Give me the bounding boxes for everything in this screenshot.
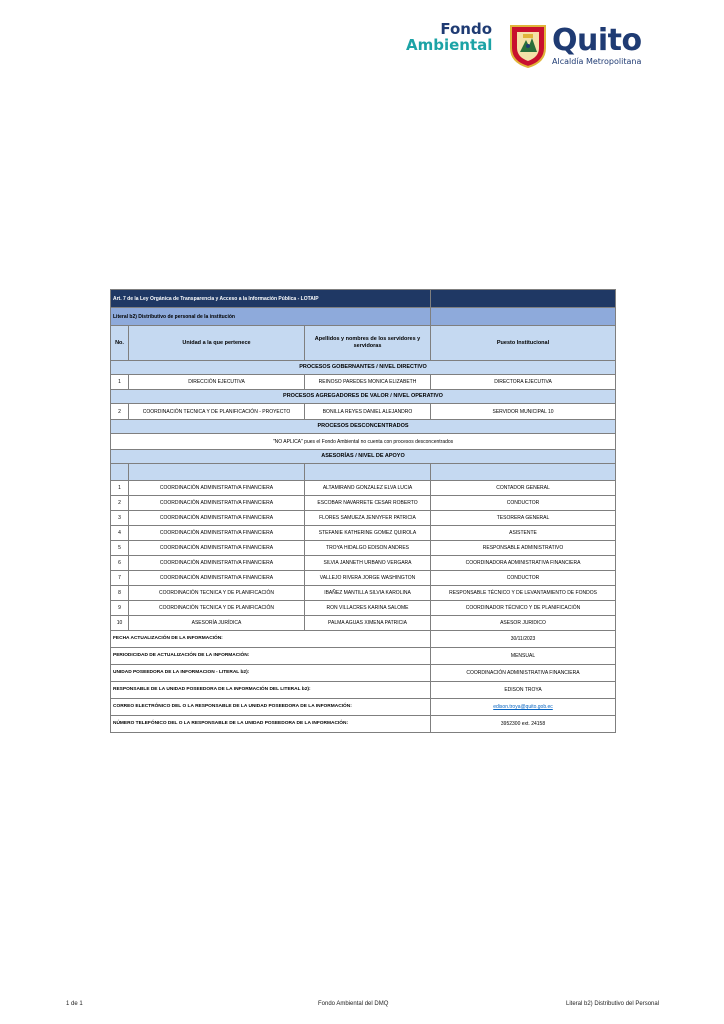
footer-info-value: EDISON TROYA	[431, 682, 616, 699]
cell-puesto: RESPONSABLE ADMINISTRATIVO	[431, 541, 616, 556]
cell-unidad: COORDINACIÓN ADMINISTRATIVA FINANCIERA	[129, 511, 305, 526]
cell-nombre: IBAÑEZ MANTILLA SILVIA KAROLINA	[305, 586, 431, 601]
footer-info-row	[111, 665, 616, 682]
section-header-row	[111, 390, 616, 404]
cell-no: 5	[111, 541, 129, 556]
table-row	[111, 616, 616, 631]
section-header-row	[111, 420, 616, 434]
table-subtitle-row	[111, 308, 616, 326]
table-title-blank	[431, 290, 616, 308]
table-row	[111, 526, 616, 541]
cell-puesto: RESPONSABLE TÉCNICO Y DE LEVANTAMIENTO DE FONDOS	[431, 586, 616, 601]
quito-logo-title: Quito	[552, 23, 642, 58]
table-row	[111, 496, 616, 511]
cell-unidad: DIRECCIÓN EJECUTIVA	[129, 375, 305, 390]
cell-unidad: COORDINACIÓN ADMINISTRATIVA FINANCIERA	[129, 481, 305, 496]
cell-nombre: PALMA AGUAS XIMENA PATRICIA	[305, 616, 431, 631]
fondo-logo-line2: Ambiental	[406, 36, 493, 54]
footer-info-row	[111, 699, 616, 716]
footer-info-label: RESPONSABLE DE LA UNIDAD POSEEDORA DE LA INFORMACIÓN DEL LITERAL b2):	[111, 682, 431, 699]
cell-puesto: CONDUCTOR	[431, 496, 616, 511]
cell-no: 2	[111, 404, 129, 420]
cell-nombre: FLORES SAMUEZA JENNYFER PATRICIA	[305, 511, 431, 526]
cell-puesto: TESORERA GENERAL	[431, 511, 616, 526]
section-note: "NO APLICA" pues el Fondo Ambiental no cuenta con procesos desconcentrados	[111, 434, 616, 450]
table-row	[111, 601, 616, 616]
quito-logo-subtitle: Alcaldía Metropolitana	[552, 57, 642, 66]
footer-info-row	[111, 631, 616, 648]
cell-nombre: SILVIA JANNETH URBANO VERGARA	[305, 556, 431, 571]
distributivo-table	[110, 289, 616, 733]
section-note-row	[111, 434, 616, 450]
section-title: PROCESOS AGREGADORES DE VALOR / NIVEL OPERATIVO	[111, 390, 616, 404]
cell-no: 10	[111, 616, 129, 631]
footer-info-label: NÚMERO TELEFÓNICO DEL O LA RESPONSABLE DE LA UNIDAD POSEEDORA DE LA INFORMACIÓN:	[111, 716, 431, 733]
fondo-logo-line1: Fondo	[440, 20, 492, 38]
section-title: PROCESOS GOBERNANTES / NIVEL DIRECTIVO	[111, 361, 616, 375]
fondo-ambiental-logo	[406, 22, 496, 53]
table-row	[111, 404, 616, 420]
cell-no: 4	[111, 526, 129, 541]
footer-info-value: COORDINACIÓN ADMINISTRATIVA FINANCIERA	[431, 665, 616, 682]
cell-puesto: CONDUCTOR	[431, 571, 616, 586]
column-header-nombre: Apellidos y nombres de los servidores y servidoras	[305, 326, 431, 361]
quito-alcaldia-logo	[552, 23, 672, 66]
cell-nombre: REINOSO PAREDES MONICA ELIZABETH	[305, 375, 431, 390]
cell-puesto: CONTADOR GENERAL	[431, 481, 616, 496]
cell-nombre: ESCOBAR NAVARRETE CESAR ROBERTO	[305, 496, 431, 511]
quito-coat-of-arms-icon	[509, 22, 547, 68]
footer-info-label: CORREO ELECTRÓNICO DEL O LA RESPONSABLE DE LA UNIDAD POSEEDORA DE LA INFORMACIÓN:	[111, 699, 431, 716]
footer-info-value: MENSUAL	[431, 648, 616, 665]
table-row	[111, 556, 616, 571]
cell-no: 1	[111, 481, 129, 496]
section-header-row	[111, 450, 616, 464]
cell-puesto: COORDINADOR TÉCNICO Y DE PLANIFICACIÓN	[431, 601, 616, 616]
cell-unidad: COORDINACIÓN ADMINISTRATIVA FINANCIERA	[129, 496, 305, 511]
cell-no: 6	[111, 556, 129, 571]
footer-info-label: UNIDAD POSEEDORA DE LA INFORMACION - LITERAL b2):	[111, 665, 431, 682]
cell-unidad: COORDINACIÓN ADMINISTRATIVA FINANCIERA	[129, 556, 305, 571]
footer-info-row	[111, 682, 616, 699]
table-title: Art. 7 de la Ley Orgánica de Transparencia y Acceso a la Información Pública - LOTAIP	[111, 290, 431, 308]
cell-nombre: BONILLA REYES DANIEL ALEJANDRO	[305, 404, 431, 420]
section-title: ASESORÍAS / NIVEL DE APOYO	[111, 450, 616, 464]
cell-no: 7	[111, 571, 129, 586]
cell-no: 8	[111, 586, 129, 601]
footer-info-label: FECHA ACTUALIZACIÓN DE LA INFORMACIÓN:	[111, 631, 431, 648]
table-title-row	[111, 290, 616, 308]
table-row	[111, 511, 616, 526]
cell-puesto: SERVIDOR MUNICIPAL 10	[431, 404, 616, 420]
column-header-unidad: Unidad a la que pertenece	[129, 326, 305, 361]
column-header-no: No.	[111, 326, 129, 361]
footer-info-row	[111, 648, 616, 665]
empty-cell	[111, 464, 129, 481]
cell-nombre: VALLEJO RIVERA JORGE WASHINGTON	[305, 571, 431, 586]
footer-info-value: 3952300 ext. 24158	[431, 716, 616, 733]
table-subtitle-blank	[431, 308, 616, 326]
empty-cell	[305, 464, 431, 481]
column-header-row	[111, 326, 616, 361]
section-title: PROCESOS DESCONCENTRADOS	[111, 420, 616, 434]
cell-puesto: DIRECTORA EJECUTIVA	[431, 375, 616, 390]
footer-info-value: 30/11/2023	[431, 631, 616, 648]
cell-unidad: COORDINACIÓN TECNICA Y DE PLANIFICACIÓN	[129, 586, 305, 601]
table-row	[111, 481, 616, 496]
cell-nombre: TROYA HIDALGO EDISON ANDRES	[305, 541, 431, 556]
footer-info-row	[111, 716, 616, 733]
cell-puesto: COORDINADORA ADMINISTRATIVA FINANCIERA	[431, 556, 616, 571]
footer-info-value	[431, 699, 616, 716]
cell-unidad: COORDINACIÓN TECNICA Y DE PLANIFICACIÓN - PROYECTO	[129, 404, 305, 420]
table-subtitle: Literal b2) Distributivo de personal de la institución	[111, 308, 431, 326]
column-header-puesto: Puesto Institucional	[431, 326, 616, 361]
cell-unidad: COORDINACIÓN TECNICA Y DE PLANIFICACIÓN	[129, 601, 305, 616]
cell-nombre: STEFANIE KATHERINE GOMEZ QUIROLA	[305, 526, 431, 541]
cell-no: 9	[111, 601, 129, 616]
cell-no: 2	[111, 496, 129, 511]
page-number: 1 de 1	[66, 1001, 83, 1007]
footer-info-label: PERIODICIDAD DE ACTUALIZACIÓN DE LA INFORMACIÓN:	[111, 648, 431, 665]
cell-unidad: COORDINACIÓN ADMINISTRATIVA FINANCIERA	[129, 541, 305, 556]
cell-unidad: COORDINACIÓN ADMINISTRATIVA FINANCIERA	[129, 571, 305, 586]
cell-puesto: ASESOR JURIDICO	[431, 616, 616, 631]
cell-unidad: ASESORÍA JURÍDICA	[129, 616, 305, 631]
table-row	[111, 541, 616, 556]
cell-nombre: RON VILLACRES KARINA SALOME	[305, 601, 431, 616]
empty-cell	[431, 464, 616, 481]
cell-unidad: COORDINACIÓN ADMINISTRATIVA FINANCIERA	[129, 526, 305, 541]
empty-cell	[129, 464, 305, 481]
cell-nombre: ALTAMIRANO GONZALEZ ELVA LUCIA	[305, 481, 431, 496]
footer-right-text: Literal b2) Distributivo del Personal	[566, 1001, 660, 1007]
empty-header-row	[111, 464, 616, 481]
table-row	[111, 375, 616, 390]
section-header-row	[111, 361, 616, 375]
table-row	[111, 571, 616, 586]
cell-no: 1	[111, 375, 129, 390]
responsible-email-link[interactable]: edison.troya@quito.gob.ec	[493, 704, 553, 710]
cell-no: 3	[111, 511, 129, 526]
footer-center-text: Fondo Ambiental del DMQ	[318, 1001, 389, 1007]
table-row	[111, 586, 616, 601]
cell-puesto: ASISTENTE	[431, 526, 616, 541]
